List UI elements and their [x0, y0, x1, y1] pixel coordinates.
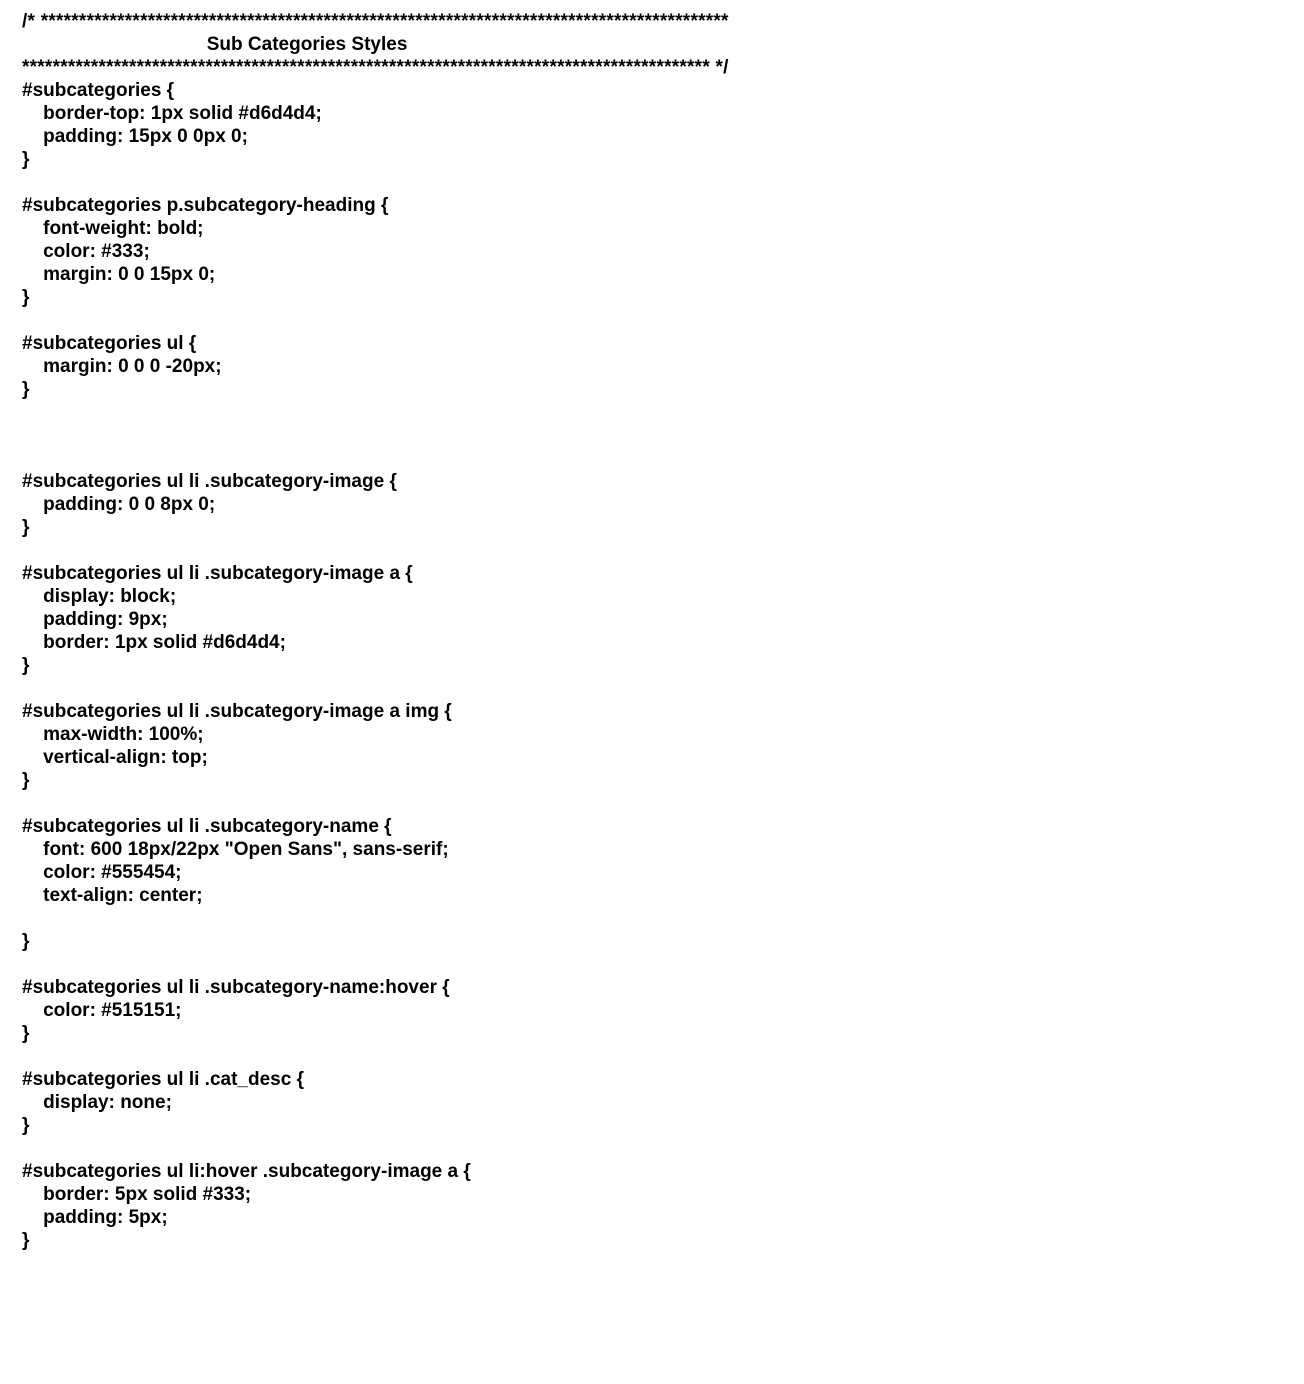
closing-brace-line: } — [22, 655, 30, 676]
comment-border-line: ****************************************************************************************** */ — [22, 57, 729, 78]
css-declaration-line: display: block; — [22, 586, 177, 607]
closing-brace-line: } — [22, 287, 30, 308]
css-declaration-line: color: #515151; — [22, 1000, 182, 1021]
css-declaration-line: font: 600 18px/22px "Open Sans", sans-serif; — [22, 839, 449, 860]
css-declaration-line: max-width: 100%; — [22, 724, 204, 745]
closing-brace-line: } — [22, 1230, 30, 1251]
css-selector-line: #subcategories { — [22, 80, 175, 101]
css-declaration-line: vertical-align: top; — [22, 747, 208, 768]
blank-line — [22, 447, 729, 470]
css-declaration-line: border: 5px solid #333; — [22, 1184, 252, 1205]
css-selector-line: #subcategories ul { — [22, 333, 197, 354]
closing-brace-line: } — [22, 770, 30, 791]
css-declaration-line: padding: 5px; — [22, 1207, 168, 1228]
closing-brace-line: } — [22, 931, 30, 952]
comment-border-line: /* ****************************************************************************************** — [22, 11, 729, 32]
css-selector-line: #subcategories p.subcategory-heading { — [22, 195, 389, 216]
css-declaration-line: border: 1px solid #d6d4d4; — [22, 632, 286, 653]
css-code-listing — [22, 10, 729, 1252]
closing-brace-line: } — [22, 1115, 30, 1136]
css-selector-line: #subcategories ul li .cat_desc { — [22, 1069, 304, 1090]
css-declaration-line: color: #333; — [22, 241, 150, 262]
closing-brace-line: } — [22, 149, 30, 170]
css-declaration-line: color: #555454; — [22, 862, 182, 883]
blank-line — [22, 953, 729, 976]
css-declaration-line: padding: 9px; — [22, 609, 168, 630]
css-selector-line: #subcategories ul li .subcategory-name:hover { — [22, 977, 450, 998]
closing-brace-line: } — [22, 1023, 30, 1044]
css-selector-line: #subcategories ul li .subcategory-image a img { — [22, 701, 452, 722]
css-declaration-line: padding: 0 0 8px 0; — [22, 494, 216, 515]
css-declaration-line: margin: 0 0 15px 0; — [22, 264, 216, 285]
section-title: Sub Categories Styles — [22, 34, 408, 55]
css-selector-line: #subcategories ul li .subcategory-image a { — [22, 563, 413, 584]
closing-brace-line: } — [22, 379, 30, 400]
blank-line — [22, 1045, 729, 1068]
blank-line — [22, 907, 729, 930]
closing-brace-line: } — [22, 517, 30, 538]
blank-line — [22, 677, 729, 700]
css-declaration-line: border-top: 1px solid #d6d4d4; — [22, 103, 322, 124]
blank-line — [22, 424, 729, 447]
blank-line — [22, 401, 729, 424]
css-declaration-line: text-align: center; — [22, 885, 203, 906]
blank-line — [22, 792, 729, 815]
css-declaration-line: padding: 15px 0 0px 0; — [22, 126, 248, 147]
css-selector-line: #subcategories ul li .subcategory-image { — [22, 471, 397, 492]
blank-line — [22, 1137, 729, 1160]
blank-line — [22, 539, 729, 562]
blank-line — [22, 171, 729, 194]
css-selector-line: #subcategories ul li .subcategory-name { — [22, 816, 392, 837]
blank-line — [22, 309, 729, 332]
css-selector-line: #subcategories ul li:hover .subcategory-image a { — [22, 1161, 471, 1182]
css-declaration-line: font-weight: bold; — [22, 218, 204, 239]
css-declaration-line: display: none; — [22, 1092, 172, 1113]
css-declaration-line: margin: 0 0 0 -20px; — [22, 356, 222, 377]
